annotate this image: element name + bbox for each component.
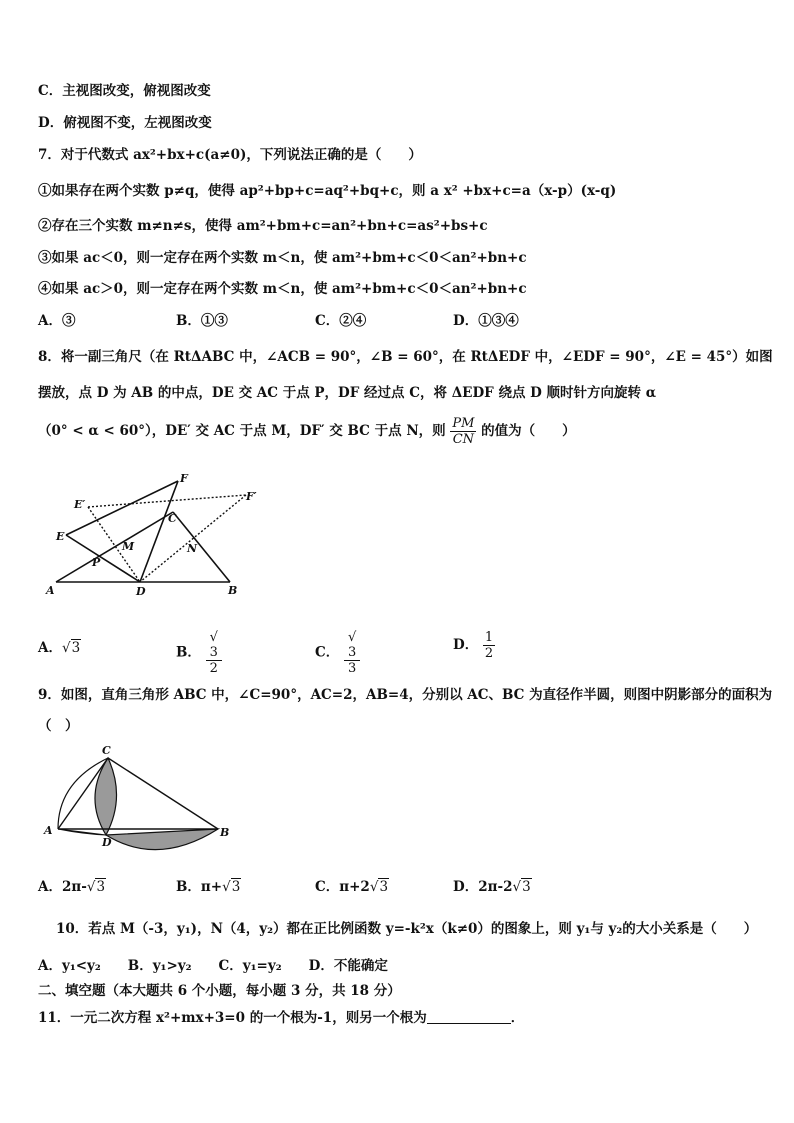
- q8-label-b: B: [228, 584, 238, 597]
- q8-line-3: [38, 416, 576, 447]
- q11-stem: [38, 1008, 524, 1028]
- q8-label-m: M: [122, 540, 135, 553]
- q8-option-c-radicand: 3: [347, 645, 357, 660]
- q9-option-a: [38, 877, 106, 897]
- q8-option-d-fraction: [483, 630, 495, 661]
- q6-option-c: C．主视图改变，俯视图改变: [38, 83, 211, 99]
- q9-option-c-radicand: 3: [379, 879, 389, 895]
- q9-option-c: [315, 877, 389, 897]
- q7-statement-4: ④如果 ac＞0，则一定存在两个实数 m＜n，使 am²+bm+c＜0＜an²+bn+c: [38, 281, 527, 297]
- q8-label-e-prime: E′: [74, 498, 86, 511]
- q8-line-1: 8．将一副三角尺（在 RtΔABC 中，∠ACB = 90°，∠B = 60°，在 RtΔEDF 中，∠EDF = 90°，∠E = 45°）如图: [38, 349, 773, 365]
- q9-option-a-root: √3: [86, 879, 106, 895]
- q8-option-a-prefix: A．: [38, 640, 62, 656]
- q8-option-b-fraction: [206, 630, 222, 676]
- q8-label-p: P: [92, 556, 101, 569]
- q8-option-a: [38, 638, 81, 658]
- q9-line-2: （ ）: [38, 718, 79, 734]
- q9-option-b-radicand: 3: [231, 879, 241, 895]
- q8-option-a-value: √3: [61, 640, 81, 656]
- q9-figure: [38, 742, 238, 867]
- q8-segment-cb: [173, 512, 230, 582]
- q8-option-d-prefix: D．: [453, 637, 479, 653]
- q9-option-a-radicand: 3: [96, 879, 106, 895]
- q8-option-b-prefix: B．: [176, 644, 201, 661]
- q8-label-f: F: [180, 472, 188, 485]
- q8-option-c: [315, 630, 360, 676]
- q9-option-a-text: A．2π-: [38, 879, 87, 895]
- q8-label-c: C: [168, 512, 177, 525]
- q8-fraction: [450, 416, 476, 447]
- q9-shaded-sliver-a: [58, 829, 106, 835]
- q9-label-d: D: [102, 836, 112, 849]
- q8-option-a-radicand: 3: [71, 640, 81, 656]
- q8-fraction-den: CN: [452, 432, 475, 447]
- q7-statement-2: ②存在三个实数 m≠n≠s，使得 am²+bm+c=an²+bn+c=as²+bs+c: [38, 218, 488, 234]
- q9-label-c: C: [102, 744, 111, 757]
- q9-option-b-text: B．π+: [176, 879, 223, 895]
- q8-option-d-den: 2: [484, 646, 494, 661]
- q7-option-d: D．①③④: [453, 313, 519, 329]
- q11-answer-blank[interactable]: [427, 1009, 511, 1024]
- q10-options: A．y₁<y₂ B．y₁>y₂ C．y₁=y₂ D．不能确定: [38, 958, 388, 974]
- q9-option-d-radicand: 3: [522, 879, 531, 895]
- q9-option-d: [453, 877, 532, 897]
- q7-option-b: B．①③: [176, 313, 228, 329]
- q8-figure: [38, 470, 270, 600]
- q8-line-2: 摆放，点 D 为 AB 的中点，DE 交 AC 于点 P，DF 经过点 C，将 ΔEDF 绕点 D 顺时针方向旋转 α: [38, 385, 657, 401]
- q8-label-a: A: [46, 584, 55, 597]
- q9-label-b: B: [220, 826, 230, 839]
- q8-label-d: D: [136, 585, 146, 598]
- section-2-title: 二、填空题（本大题共 6 个小题，每小题 3 分，共 18 分）: [38, 983, 401, 999]
- q8-option-b: [176, 630, 222, 676]
- q7-statement-1: ①如果存在两个实数 p≠q，使得 ap²+bp+c=aq²+bq+c，则 a x² +bx+c=a（x-p）(x-q): [38, 183, 617, 199]
- q8-option-b-num: √ 3: [206, 630, 222, 661]
- q9-option-c-root: √3: [369, 879, 389, 895]
- q8-option-b-den: 2: [209, 661, 218, 676]
- q8-segment-ac: [56, 512, 173, 582]
- q11-stem-text: 11．一元二次方程 x²+mx+3=0 的一个根为-1，则另一个根为: [38, 1010, 427, 1026]
- q8-option-c-fraction: [344, 630, 360, 676]
- q7-statement-3: ③如果 ac＜0，则一定存在两个实数 m＜n，使 am²+bm+c＜0＜an²+bn+c: [38, 250, 527, 266]
- q8-line-3a: （0° < α < 60°），DE′ 交 AC 于点 M，DF′ 交 BC 于点 N，则: [38, 423, 446, 439]
- q8-option-b-radicand: 3: [209, 645, 218, 660]
- q9-segment-cb: [108, 758, 218, 829]
- q8-fraction-num: PM: [452, 416, 475, 431]
- q9-option-c-text: C．π+2: [315, 879, 370, 895]
- q9-option-b: [176, 877, 241, 897]
- q7-option-c: C．②④: [315, 313, 367, 329]
- q9-shaded-lune-ac: [95, 758, 117, 835]
- q8-option-c-num: √ 3: [344, 630, 360, 661]
- q10-stem: 10．若点 M（-3，y₁)，N（4，y₂）都在正比例函数 y=-k²x（k≠0）的图象上，则 y₁与 y₂的大小关系是（ ）: [56, 921, 758, 937]
- q8-segment-e-prime-f-prime: [88, 495, 246, 507]
- q9-option-b-root: √3: [222, 879, 241, 895]
- q8-label-e: E: [56, 530, 65, 543]
- q9-label-a: A: [44, 824, 53, 837]
- q8-option-d: [453, 630, 495, 661]
- q9-line-1: 9．如图，直角三角形 ABC 中，∠C=90°，AC=2，AB=4，分别以 AC、BC 为直径作半圆，则图中阴影部分的面积为: [38, 687, 773, 703]
- q8-option-c-den: 3: [347, 661, 357, 676]
- q7-stem: 7．对于代数式 ax²+bx+c(a≠0)，下列说法正确的是（ ）: [38, 147, 422, 163]
- q6-option-d: D．俯视图不变，左视图改变: [38, 115, 212, 131]
- q8-line-3b: 的值为（ ）: [481, 423, 576, 439]
- q8-option-d-num: 1: [484, 630, 494, 645]
- q9-shaded-segment-bd: [106, 829, 218, 850]
- q9-option-d-text: D．2π-2: [453, 879, 513, 895]
- q9-option-d-root: √3: [512, 879, 531, 895]
- q7-option-a: A．③: [38, 313, 76, 329]
- q8-label-f-prime: F′: [246, 490, 257, 503]
- q8-option-c-prefix: C．: [315, 644, 340, 661]
- q8-label-n: N: [187, 542, 198, 555]
- q11-stem-end: ．: [510, 1010, 525, 1026]
